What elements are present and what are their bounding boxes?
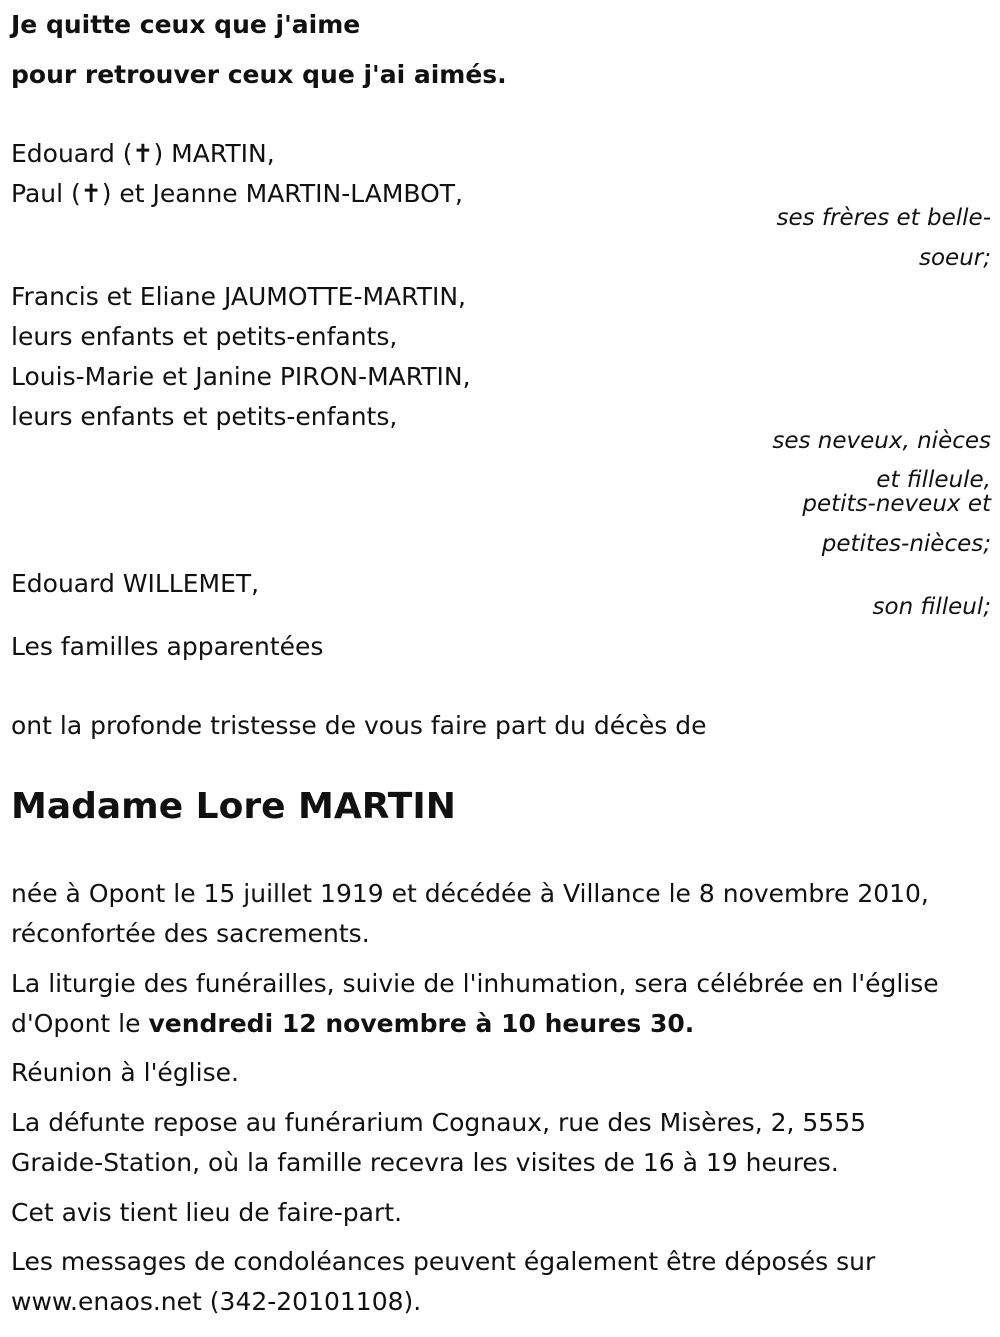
brother-edouard: Edouard (✝) MARTIN, [11,139,275,168]
relation-brothers-2: soeur; [919,245,991,271]
birth-line-2: réconfortée des sacrements. [11,919,370,948]
condolences-line-1: Les messages de condoléances peuvent également être déposés sur [11,1247,876,1276]
meeting-info: Réunion à l'église. [11,1058,239,1087]
related-families: Les familles apparentées [11,632,324,661]
poem-line-1: Je quitte ceux que j'aime [11,10,361,39]
deceased-name: Madame Lore MARTIN [11,786,456,827]
nephew-louis-marie: Louis-Marie et Janine PIRON-MARTIN, [11,362,471,391]
nephew-francis: Francis et Eliane JAUMOTTE-MARTIN, [11,282,466,311]
relation-nephews-1: ses neveux, nièces [772,428,991,454]
relation-brothers-1: ses frères et belle- [776,205,991,231]
liturgy-line-2 [11,1009,694,1038]
liturgy-date-time: vendredi 12 novembre à 10 heures 30. [148,1009,695,1038]
rest-line-1: La défunte repose au funérarium Cognaux, rue des Misères, 2, 5555 [11,1108,867,1137]
liturgy-location: d'Opont le [11,1009,149,1038]
liturgy-line-1: La liturgie des funérailles, suivie de l'inhumation, sera célébrée en l'église [11,969,939,998]
announcement: ont la profonde tristesse de vous faire part du décès de [11,711,707,740]
condolences-line-2: www.enaos.net (342-20101108). [11,1287,422,1316]
relation-godson: son filleul; [872,594,991,620]
birth-line-1: née à Opont le 15 juillet 1919 et décédée à Villance le 8 novembre 2010, [11,879,929,908]
rest-line-2: Graide-Station, où la famille recevra les visites de 16 à 19 heures. [11,1148,839,1177]
godson-edouard: Edouard WILLEMET, [11,569,260,598]
notice: Cet avis tient lieu de faire-part. [11,1198,403,1227]
poem-line-2: pour retrouver ceux que j'ai aimés. [11,60,507,89]
brother-paul: Paul (✝) et Jeanne MARTIN-LAMBOT, [11,179,464,208]
relation-nephews-3: petits-neveux et [802,491,991,517]
nephew-louis-marie-children: leurs enfants et petits-enfants, [11,402,398,431]
relation-nephews-2: et filleule, [876,467,991,493]
relation-nephews-4: petites-nièces; [821,531,991,557]
nephew-francis-children: leurs enfants et petits-enfants, [11,322,398,351]
